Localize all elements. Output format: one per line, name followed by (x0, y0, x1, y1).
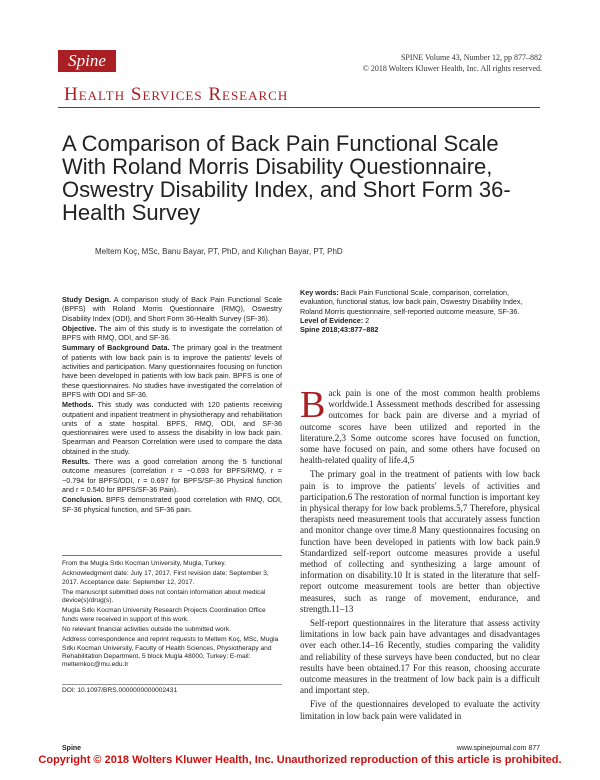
abstract-text: The aim of this study is to investigate the correlation of BPFS with RMQ, ODI, and SF-36. (62, 323, 282, 343)
abstract-study-design (62, 295, 282, 323)
abstract-label: Study Design. (62, 295, 112, 304)
paragraph-text: ack pain is one of the most common health problems worldwide.1 Assessment methods described for assessing outcomes for back pain are diverse and a myriad of outcome scores have been utilized and reported in the literature.2,3 Some outcome scores have focused on function, some have focused on pain, and some others have focused on health-related quality of life.4,5 (300, 388, 540, 466)
evidence-value: 2 (363, 315, 370, 325)
spine-citation: Spine 2018;43:877–882 (300, 325, 379, 335)
abstract-conclusion (62, 495, 282, 514)
author-list: Meltem Koç, MSc, Banu Bayar, PT, PhD, and Kılıçhan Bayar, PT, PhD (95, 247, 343, 256)
affiliation-line: Address correspondence and reprint requests to Meltem Koç, MSc, Mugla Sıtkı Kocman University, Faculty of Health Sciences, Physiotherapy and Rehabilitation Department, 5 block Mugla 48000, Turkey; E-mail: meltemkoc@mu.edu.tr (62, 636, 279, 669)
affiliations (62, 560, 282, 672)
body-paragraph: Self-report questionnaires in the literature that assess activity limitations in low back pain have advantages and disadvantages over each other.14–16 Recently, studies comparing the validity and reliability of these surveys have been conducted, but no clear results have been obtained.17 For this reason, choosing accurate outcome measures in the treatment of low back pain is a difficult and important step. (300, 618, 540, 696)
keywords-text: Back Pain Functional Scale, comparison, correlation, evaluation, functional status, low back pain, Oswestry Disability Index, Roland Morris questionnaire, self-reported outcome measure, SF-36. (300, 288, 523, 316)
article-title: A Comparison of Back Pain Functional Scale With Roland Morris Disability Questionnaire, Oswestry Disability Index, and Short Form 36-Health Survey (62, 131, 511, 225)
abstract (62, 295, 282, 515)
level-of-evidence (300, 316, 535, 325)
drop-cap: B (300, 384, 326, 426)
section-heading: Health Services Research (64, 84, 289, 105)
abstract-label: Conclusion. (62, 495, 104, 505)
abstract-text: There was a good correlation among the 5 functional outcome measures (correlation r = −0.693 for BPFS/RMQ, r = −0.794 for BPFS/ODI, r = 0.697 for BPFS/SF-36 Physical function and r = 0.540 for BPFS/SF-36 Pain). (62, 457, 282, 494)
abstract-label: Methods. (62, 400, 94, 410)
affiliation-line: The manuscript submitted does not contain information about medical device(s)/drug(s). (62, 588, 266, 605)
keywords-label: Key words: (300, 288, 339, 297)
abstract-text: The primary goal in the treatment of patients with low back pain is to improve the patients' levels of activities and participation. Many questionnaires focusing on function have been developed in patients with low back pain. BPFS is one of these questionnaires. No studies have investigated the correlation of BPFS with ODI and SF-36. (62, 343, 282, 399)
abstract-text: BPFS demonstrated good correlation with RMQ, ODI, SF-36 physical function, and SF-36 pain. (62, 495, 282, 514)
copyright-notice: Copyright © 2018 Wolters Kluwer Health, Inc. Unauthorized reproduction of this article is prohibited. (38, 754, 562, 766)
footer-url-page: www.spinejournal.com 877 (456, 745, 540, 752)
abstract-text: A comparison study of Back Pain Functional Scale (BPFS) with Roland Morris Questionnaire (RMQ), Oswestry Disability Index (ODI), and Short Form 36-Health Survey (SF-36). (62, 295, 282, 323)
article-body (300, 384, 540, 725)
evidence-label: Level of Evidence: (300, 315, 364, 325)
abstract-text: This study was conducted with 120 patients receiving outpatient and inpatient treatment in physiotherapy and rehabilitation units of a state hospital. BPFS, RMQ, ODI, and SF-36 questionnaires were used to assess the disability in low back pain. Spearman and Pearson Correlation were used to compare the data obtained in the study. (62, 400, 282, 456)
affiliation-line: No relevant financial activities outside the submitted work. (62, 626, 231, 634)
doi: DOI: 10.1097/BRS.0000000000002431 (62, 687, 178, 694)
abstract-results (62, 457, 282, 494)
doi-rule (62, 684, 282, 685)
affiliation-line: Mugla Sıtkı Kocman University Research Projects Coordination Office funds were received in support of this work. (62, 607, 266, 623)
keywords (300, 288, 535, 316)
abstract-label: Summary of Background Data. (62, 343, 170, 353)
abstract-objective (62, 324, 282, 343)
journal-citation-header (363, 52, 542, 74)
abstract-label: Objective. (62, 323, 97, 333)
body-paragraph: The primary goal in the treatment of patients with low back pain is to improve the patients' levels of activities and participation.6 The restoration of normal function is important key in physical therapy for low back problems.5,7 Therefore, physical therapists need measurement tools that accurately assess function and monitor change over time.8 Many questionnaires focusing on function have been developed in patients with low back pain.9 Standardized self-report outcome measures provide a useful method of collecting and synthesizing a large amount of information on disability.10 It is stated in the literature that self-report outcome measurement tools are better than objective measures, such as range of movement, endurance, and strength.11–13 (300, 469, 540, 614)
body-paragraph: Five of the questionnaires developed to evaluate the activity limitation in low back pain were validated in (300, 699, 540, 721)
abstract-background (62, 343, 282, 399)
abstract-methods (62, 400, 282, 456)
citation-line: SPINE Volume 43, Number 12, pp 877–882 (400, 53, 542, 62)
affiliation-line: Acknowledgment date: July 17, 2017. First revision date: September 3, 2017. Acceptance date: September 12, 2017. (62, 570, 269, 586)
keywords-block (300, 288, 535, 334)
abstract-label: Results. (62, 457, 90, 467)
journal-logo: Spine (58, 50, 116, 72)
header-rule (58, 107, 540, 108)
copyright-line: © 2018 Wolters Kluwer Health, Inc. All rights reserved. (362, 64, 542, 73)
affiliation-line: From the Mugla Sıtkı Kocman University, Mugla, Turkey. (62, 560, 226, 567)
footer-journal: Spine (62, 745, 82, 752)
body-paragraph (300, 384, 540, 466)
abstract-rule (62, 555, 282, 556)
